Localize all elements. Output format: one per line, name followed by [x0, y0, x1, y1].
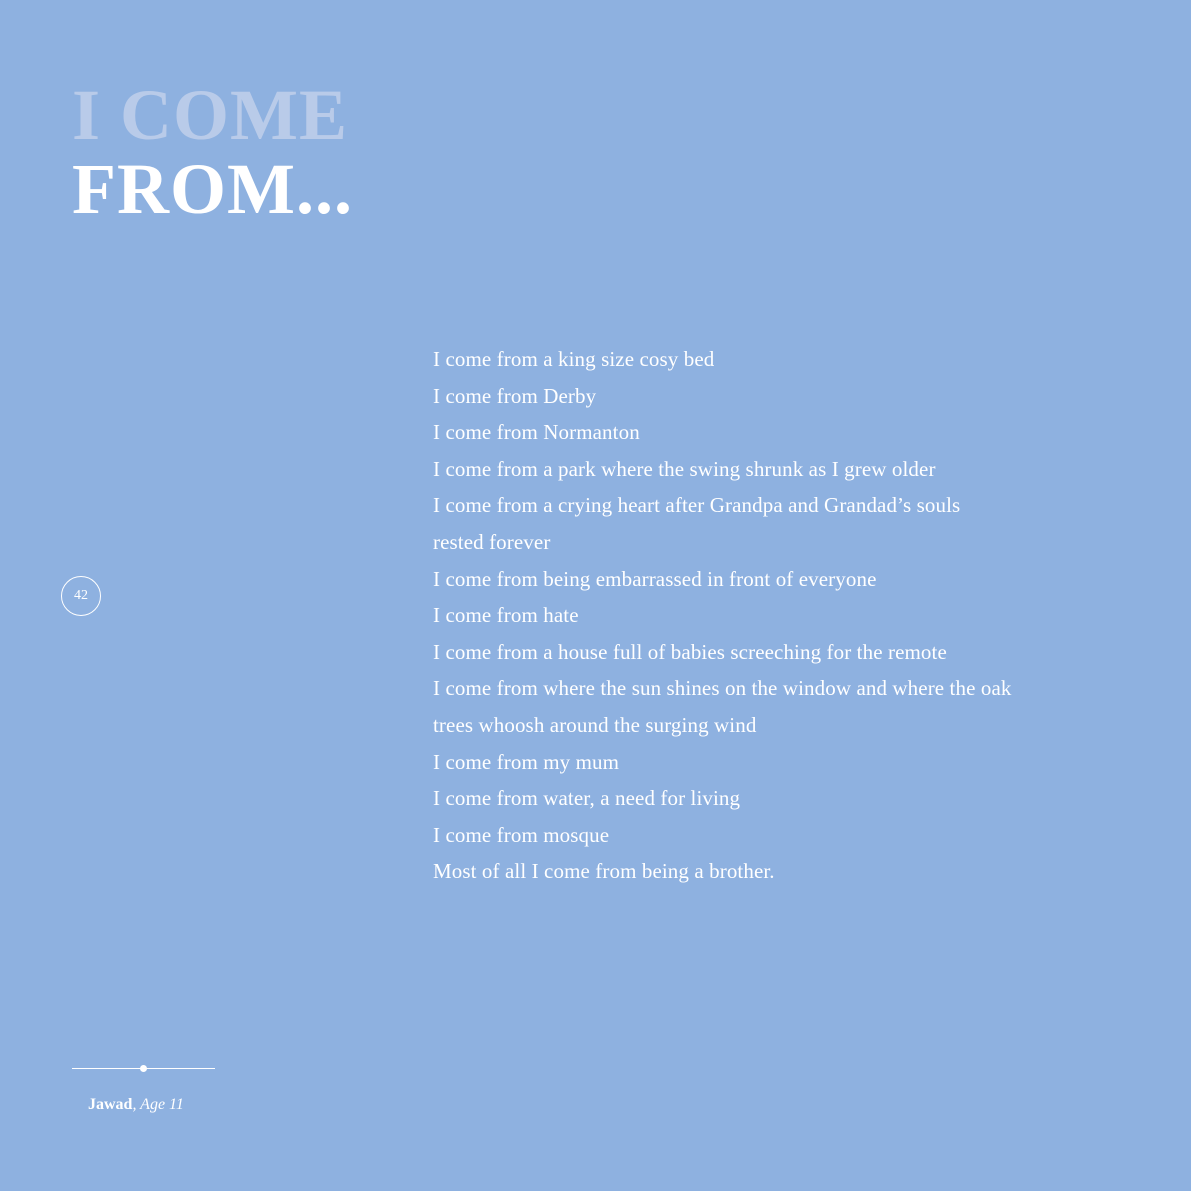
poem-line: I come from a house full of babies screeching for the remote: [433, 639, 947, 664]
page-title: [72, 75, 592, 229]
author-age: , Age 11: [132, 1096, 184, 1113]
poem-line: I come from my mum: [433, 749, 620, 774]
poem-line: I come from being embarrassed in front of everyone: [433, 566, 877, 591]
poem-line: I come from Derby: [433, 383, 597, 408]
poem-line: I come from mosque: [433, 822, 610, 847]
author-name: Jawad: [88, 1096, 133, 1113]
poem-line: Most of all I come from being a brother.: [433, 859, 775, 884]
poem-line: I come from water, a need for living: [433, 786, 741, 811]
poem-body: [433, 341, 1013, 890]
poem-line: I come from a crying heart after Grandpa and Grandad’s souls rested forever: [433, 493, 961, 554]
poem-line: I come from a king size cosy bed: [433, 347, 715, 371]
title-line-1: I COME: [72, 75, 348, 155]
divider-rule: [72, 1062, 215, 1076]
title-line-2: FROM...: [72, 149, 353, 229]
divider-dot-icon: [140, 1065, 147, 1072]
poem-line: I come from a park where the swing shrunk as I grew older: [433, 456, 936, 481]
poem-line: I come from where the sun shines on the window and where the oak trees whoosh around the surging wind: [433, 676, 1012, 737]
poem-line: I come from Normanton: [433, 420, 640, 445]
poem-line: I come from hate: [433, 603, 579, 628]
page-number-badge: 42: [61, 576, 101, 616]
byline: [72, 1096, 492, 1114]
footer-byline: [72, 1062, 492, 1114]
